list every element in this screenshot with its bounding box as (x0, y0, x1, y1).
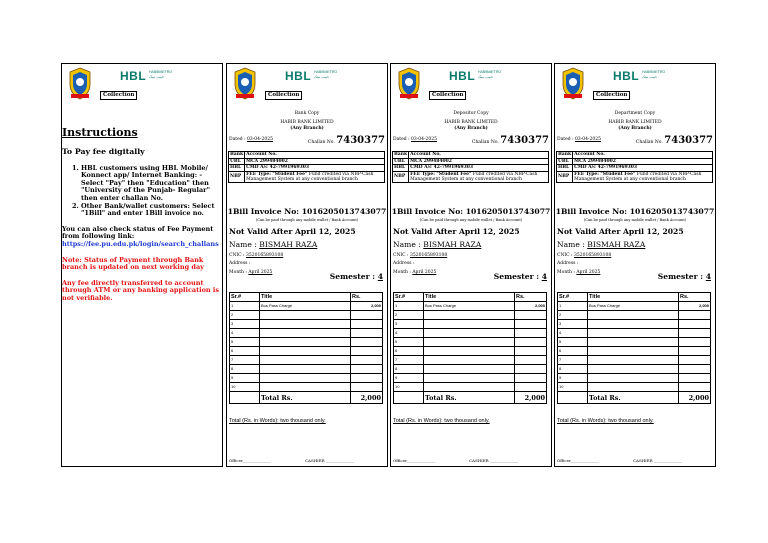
fee-total-amount: 2,000 (679, 392, 711, 404)
fee-row (394, 320, 547, 329)
account-header-row: Bank Account No. (229, 152, 385, 159)
address: Address : (229, 261, 251, 266)
officer-signature: Officer______________ (393, 458, 435, 463)
check-status-text: You can also check status of Fee Payment from following link: https://fee.pu.edu.pk/login/search_challans (62, 224, 219, 248)
fee-title (260, 338, 351, 347)
fee-sr: 10 (230, 383, 260, 392)
fee-row (394, 365, 547, 374)
dated: Dated : 03-04-2025 (393, 137, 437, 142)
account-table (228, 151, 385, 183)
fee-row (558, 356, 711, 365)
fee-amount (679, 311, 711, 320)
fee-sr: 4 (230, 329, 260, 338)
fee-title (588, 329, 679, 338)
fee-title (424, 374, 515, 383)
fee-title (260, 356, 351, 365)
fee-sr: 3 (230, 320, 260, 329)
fee-row (230, 320, 383, 329)
month: Month : April 2025 (393, 270, 437, 275)
university-crest-icon (230, 66, 260, 100)
fee-sr: 2 (558, 311, 588, 320)
instructions-heading: To Pay fee digitally (62, 147, 145, 156)
fee-amount (515, 338, 547, 347)
fee-sr: 8 (230, 365, 260, 374)
address: Address : (393, 261, 415, 266)
department-copy-panel (554, 63, 716, 467)
bank-name: HABIB BANK LIMITED (444, 120, 498, 125)
dated: Dated : 03-04-2025 (557, 137, 601, 142)
collection-label: Collection (100, 91, 137, 100)
validity-date: Not Valid After April 12, 2025 (229, 227, 356, 236)
fee-title (260, 311, 351, 320)
fee-sr: 2 (230, 311, 260, 320)
fee-row (558, 311, 711, 320)
fee-row (558, 302, 711, 311)
fee-title (424, 311, 515, 320)
amount-in-words: Total (Rs. in Words): two thousand only. (229, 418, 326, 424)
fee-table (557, 292, 711, 404)
address: Address : (557, 261, 579, 266)
cashier-signature: CASHIER ______________ (469, 458, 518, 463)
fee-amount: 2,000 (515, 302, 547, 311)
university-crest-icon (394, 66, 424, 100)
account-row-nbp: NBP FEE Type: "Student Fee" Fund credited via NBP-Cash Management System at any conventional branch (229, 171, 385, 182)
validity-date: Not Valid After April 12, 2025 (557, 227, 684, 236)
copy-title: Department Copy (614, 111, 656, 116)
fee-sr: 6 (558, 347, 588, 356)
hbl-logo-subtext: HABIBMETRO حبیب بینک (478, 70, 502, 79)
account-row: HBL CMD A/c 42-7991969303 (557, 165, 713, 172)
account-row: HBL CMD A/c 42-7991969303 (229, 165, 385, 172)
fee-row (558, 383, 711, 392)
fee-title (588, 311, 679, 320)
fee-row (230, 374, 383, 383)
fee-amount (351, 383, 383, 392)
hbl-logo-subtext: HABIBMETRO حبیب بینک (642, 70, 666, 79)
fee-sr: 9 (558, 374, 588, 383)
fee-row (558, 320, 711, 329)
fee-row (230, 338, 383, 347)
bank-copy-panel (226, 63, 388, 467)
fee-title (424, 383, 515, 392)
fee-title (260, 365, 351, 374)
fee-title (260, 329, 351, 338)
account-table (392, 151, 549, 183)
fee-sr: 4 (394, 329, 424, 338)
fee-row (394, 356, 547, 365)
fee-sr: 6 (394, 347, 424, 356)
fee-total-row (230, 392, 383, 404)
fee-row (394, 311, 547, 320)
collection-label: Collection (593, 91, 630, 100)
fee-title (588, 383, 679, 392)
fee-total-row (394, 392, 547, 404)
fee-title (588, 374, 679, 383)
hbl-logo: HBL (449, 69, 476, 83)
officer-signature: Officer______________ (229, 458, 271, 463)
fee-amount (351, 329, 383, 338)
fee-amount (515, 356, 547, 365)
account-row-nbp: NBP FEE Type: "Student Fee" Fund credited via NBP-Cash Management System at any conventional branch (393, 171, 549, 182)
challan-number: Challan No. 7430377 (635, 135, 713, 146)
amount-in-words: Total (Rs. in Words): two thousand only. (557, 418, 654, 424)
semester: Semester : 4 (329, 272, 383, 281)
fee-header-row: Sr.# Title Rs. (558, 293, 711, 302)
invoice-number: 1Bill Invoice No: 1016205013743077 (391, 207, 551, 216)
account-row: UBL MCA 299484002 (557, 158, 713, 165)
fee-sr: 2 (394, 311, 424, 320)
fee-amount (515, 329, 547, 338)
dated: Dated : 03-04-2025 (229, 137, 273, 142)
fee-title (588, 347, 679, 356)
hbl-logo: HBL (613, 69, 640, 83)
account-row-nbp: NBP FEE Type: "Student Fee" Fund credited via NBP-Cash Management System at any conventional branch (557, 171, 713, 182)
fee-row (394, 347, 547, 356)
fee-title (424, 356, 515, 365)
university-crest-icon (558, 66, 588, 100)
wallet-note: (Can be paid through any mobile wallet / Bank Account) (419, 218, 523, 222)
fee-amount (679, 347, 711, 356)
fee-table (229, 292, 383, 404)
hbl-logo-subtext: HABIBMETRO حبیب بینک (149, 70, 173, 79)
fee-header-row: Sr.# Title Rs. (394, 293, 547, 302)
fee-amount (351, 347, 383, 356)
fee-title (424, 365, 515, 374)
fee-total-row (558, 392, 711, 404)
cnic: CNIC : 3520165893108 (393, 253, 448, 258)
fee-amount (515, 320, 547, 329)
payment-status-note: Note: Status of Payment through Bank branch is updated on next working day (62, 255, 204, 272)
fee-row (230, 383, 383, 392)
fee-sr: 7 (394, 356, 424, 365)
fee-total-label: Total Rs. (424, 392, 515, 404)
fee-sr: 6 (230, 347, 260, 356)
account-row: HBL CMD A/c 42-7991969303 (393, 165, 549, 172)
fee-sr: 7 (558, 356, 588, 365)
fee-title: Bus Pass Charge (588, 302, 679, 311)
fee-row (394, 338, 547, 347)
fee-amount (351, 374, 383, 383)
account-header-row: Bank Account No. (557, 152, 713, 159)
collection-label: Collection (265, 91, 302, 100)
validity-date: Not Valid After April 12, 2025 (393, 227, 520, 236)
instructions-title: Instructions (62, 126, 138, 139)
month: Month : April 2025 (557, 270, 601, 275)
fee-row (558, 329, 711, 338)
fee-title (260, 347, 351, 356)
branch: (Any Branch) (290, 126, 324, 131)
account-table (556, 151, 713, 183)
cashier-signature: CASHIER ______________ (305, 458, 354, 463)
fee-sr: 3 (558, 320, 588, 329)
fee-title (588, 320, 679, 329)
wallet-note: (Can be paid through any mobile wallet / Bank Account) (255, 218, 359, 222)
fee-sr: 10 (558, 383, 588, 392)
fee-row (230, 311, 383, 320)
student-name: Name : BISMAH RAZA (393, 240, 482, 249)
cnic: CNIC : 3520165893108 (229, 253, 284, 258)
fee-sr: 1 (558, 302, 588, 311)
fee-total-label: Total Rs. (588, 392, 679, 404)
fee-row (230, 356, 383, 365)
instruction-step: 2. Other Bank/wallet customers: Select "1Bill" and enter 1Bill invoice no. (81, 203, 220, 218)
fee-amount (351, 338, 383, 347)
fee-amount: 2,000 (351, 302, 383, 311)
officer-signature: Officer______________ (557, 458, 599, 463)
fee-sr: 7 (230, 356, 260, 365)
invoice-number: 1Bill Invoice No: 1016205013743077 (227, 207, 387, 216)
instructions-body (62, 148, 220, 303)
fee-title: Bus Pass Charge (260, 302, 351, 311)
fee-title (260, 374, 351, 383)
fee-sr: 5 (558, 338, 588, 347)
student-name: Name : BISMAH RAZA (557, 240, 646, 249)
fee-amount (679, 329, 711, 338)
fee-total-blank (558, 392, 588, 404)
fee-amount (679, 356, 711, 365)
branch: (Any Branch) (618, 126, 652, 131)
fee-row (230, 302, 383, 311)
fee-title (424, 338, 515, 347)
fee-amount (679, 383, 711, 392)
transfer-warning: Any fee directly transferred to account through ATM or any banking application is not verifiable. (62, 278, 220, 302)
fee-row (394, 383, 547, 392)
depositor-copy-panel (390, 63, 552, 467)
amount-in-words: Total (Rs. in Words): two thousand only. (393, 418, 490, 424)
fee-title: Bus Pass Charge (424, 302, 515, 311)
fee-amount (515, 347, 547, 356)
account-row: UBL MCA 299484002 (229, 158, 385, 165)
fee-amount (679, 338, 711, 347)
fee-title (588, 338, 679, 347)
fee-row (558, 347, 711, 356)
fee-sr: 1 (230, 302, 260, 311)
fee-sr: 9 (394, 374, 424, 383)
invoice-number: 1Bill Invoice No: 1016205013743077 (555, 207, 715, 216)
copy-title: Bank Copy (294, 111, 320, 116)
fee-title (260, 320, 351, 329)
collection-label: Collection (429, 91, 466, 100)
month: Month : April 2025 (229, 270, 273, 275)
fee-sr: 1 (394, 302, 424, 311)
fee-status-link[interactable]: https://fee.pu.edu.pk/login/search_challans (62, 239, 219, 248)
fee-total-blank (230, 392, 260, 404)
fee-row (558, 338, 711, 347)
challan-number: Challan No. 7430377 (307, 135, 385, 146)
fee-sr: 4 (558, 329, 588, 338)
university-crest-icon (65, 66, 95, 100)
fee-sr: 8 (558, 365, 588, 374)
semester: Semester : 4 (657, 272, 711, 281)
fee-row (558, 365, 711, 374)
challan-number: Challan No. 7430377 (471, 135, 549, 146)
fee-sr: 5 (394, 338, 424, 347)
fee-title (588, 365, 679, 374)
fee-amount (679, 365, 711, 374)
cnic: CNIC : 3520165893108 (557, 253, 612, 258)
hbl-logo: HBL (285, 69, 312, 83)
fee-title (424, 320, 515, 329)
fee-header-row: Sr.# Title Rs. (230, 293, 383, 302)
fee-row (230, 329, 383, 338)
fee-title (588, 356, 679, 365)
fee-title (424, 329, 515, 338)
hbl-logo: HBL (120, 69, 147, 83)
cashier-signature: CASHIER ______________ (633, 458, 682, 463)
fee-amount (351, 320, 383, 329)
wallet-note: (Can be paid through any mobile wallet / Bank Account) (583, 218, 687, 222)
fee-row (230, 365, 383, 374)
branch: (Any Branch) (454, 126, 488, 131)
instructions-steps (62, 165, 220, 218)
instructions-panel (61, 63, 223, 467)
instruction-step: 1. HBL customers using HBL Mobile/ Konnect app/ Internet Banking: - Select "Pay" then "Education" then "University of the Punjab- Regular" then enter challan No. (81, 165, 220, 203)
fee-amount (515, 383, 547, 392)
fee-amount (515, 311, 547, 320)
fee-title (424, 347, 515, 356)
fee-table (393, 292, 547, 404)
account-header-row: Bank Account No. (393, 152, 549, 159)
bank-name: HABIB BANK LIMITED (608, 120, 662, 125)
fee-sr: 9 (230, 374, 260, 383)
semester: Semester : 4 (493, 272, 547, 281)
account-row: UBL MCA 299484002 (393, 158, 549, 165)
fee-title (260, 383, 351, 392)
fee-row (230, 347, 383, 356)
bank-name: HABIB BANK LIMITED (280, 120, 334, 125)
fee-amount (351, 365, 383, 374)
fee-amount (679, 374, 711, 383)
hbl-logo-subtext: HABIBMETRO حبیب بینک (314, 70, 338, 79)
fee-row (558, 374, 711, 383)
copy-title: Depositor Copy (453, 111, 489, 116)
fee-total-blank (394, 392, 424, 404)
fee-sr: 5 (230, 338, 260, 347)
fee-total-label: Total Rs. (260, 392, 351, 404)
fee-row (394, 374, 547, 383)
fee-row (394, 329, 547, 338)
fee-sr: 10 (394, 383, 424, 392)
fee-amount (679, 320, 711, 329)
fee-amount (351, 356, 383, 365)
fee-total-amount: 2,000 (515, 392, 547, 404)
fee-sr: 8 (394, 365, 424, 374)
fee-total-amount: 2,000 (351, 392, 383, 404)
fee-amount (515, 365, 547, 374)
fee-sr: 3 (394, 320, 424, 329)
fee-amount (515, 374, 547, 383)
fee-amount (351, 311, 383, 320)
student-name: Name : BISMAH RAZA (229, 240, 318, 249)
fee-amount: 2,000 (679, 302, 711, 311)
fee-row (394, 302, 547, 311)
